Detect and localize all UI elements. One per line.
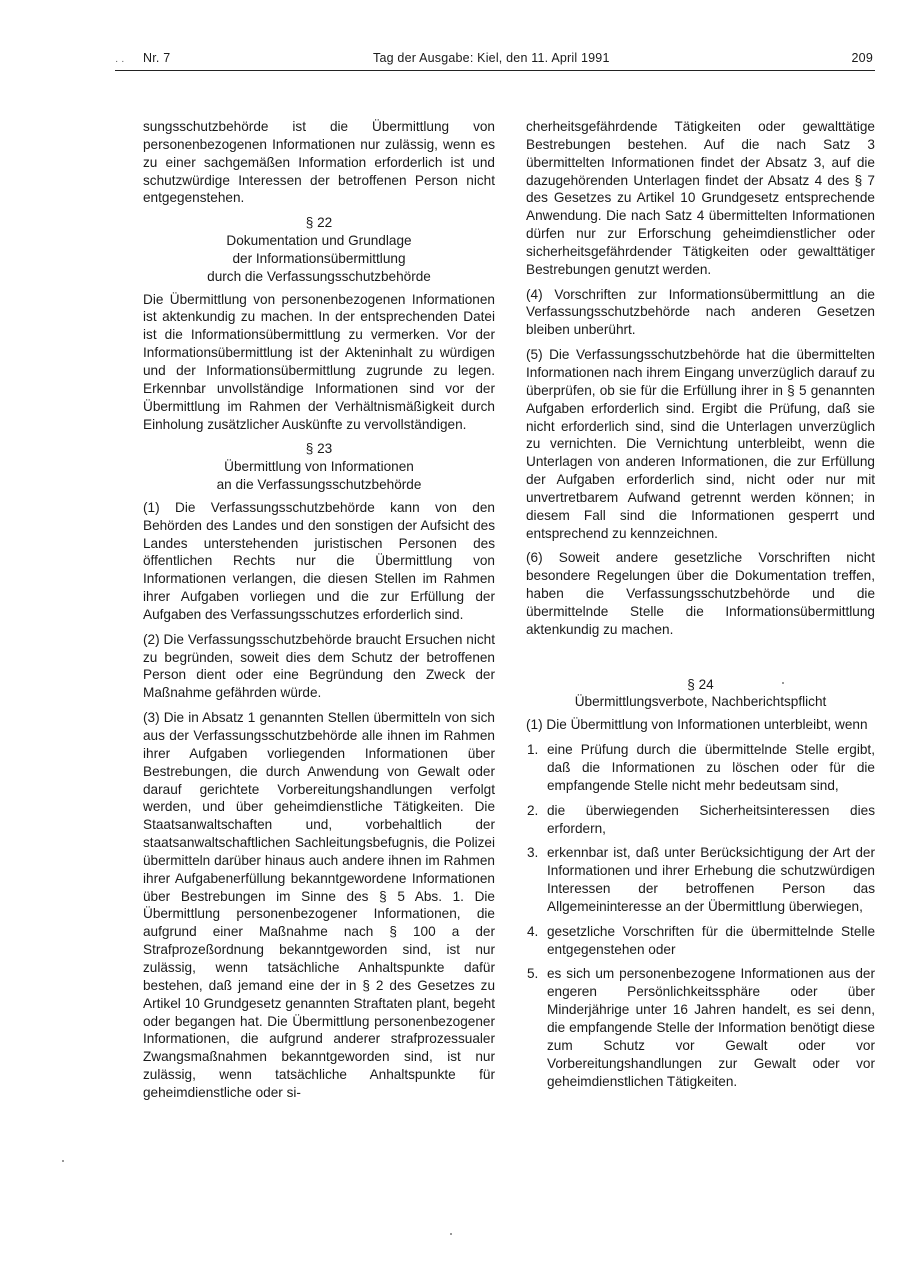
scan-speck bbox=[62, 1160, 64, 1162]
scan-speck bbox=[782, 682, 784, 684]
section-23-paragraph-4: (4) Vorschriften zur Informationsübermittlung an die Verfassungsschutzbehörde nach anderen Gesetzen bleiben unberührt. bbox=[526, 286, 875, 338]
section-23-paragraph-2: (2) Die Verfassungsschutzbehörde braucht Ersuchen nicht zu begründen, soweit dies dem Schutz der betroffenen Person dient oder eine Begründung den Zweck der Maßnahme gefährden würde. bbox=[143, 631, 495, 701]
list-item bbox=[526, 923, 875, 959]
intro-paragraph: sungsschutzbehörde ist die Übermittlung von personenbezogenen Informationen nur zulässig, wenn es zu einer sachgemäßen Information erforderlich ist und schutzwürdige Interessen der betroffenen Person nicht entgegenstehen. bbox=[143, 119, 495, 206]
section-23-paragraph-5: (5) Die Verfassungsschutzbehörde hat die übermittelten Informationen nach ihrem Eingang unverzüglich darauf zu überprüfen, ob sie für die Erfüllung ihrer in § 5 genannten Aufgaben erforderlich sind. Ergibt die Prüfung, daß sie nicht erforderlich sind, sind die Unterlagen unverzüglich zu vernichten. Die Vernichtung unterbleibt, wenn die Unterlagen von anderen Informationen, die zur Erfüllung der Aufgaben erforderlich sind, nicht oder nur mit unvertretbarem Aufwand getrennt werden können; in diesem Fall sind die Informationen gesperrt und entsprechend zu kennzeichnen. bbox=[526, 347, 875, 541]
section-24-intro: (1) Die Übermittlung von Informationen unterbleibt, wenn bbox=[526, 717, 868, 733]
section-23-title-line-1: Übermittlung von Informationen bbox=[224, 459, 414, 475]
scan-speck bbox=[450, 1233, 452, 1235]
section-23-paragraph-3-continued: cherheitsgefährdende Tätigkeiten oder gewalttätige Bestrebungen bestehen. Auf die nach Satz 3 übermittelten Informationen findet der Absatz 3, auf die dazugehörenden Unterlagen findet der Absatz 4 des § 7 des Gesetzes zu Artikel 10 Grundgesetz entsprechende Anwendung. Die nach Satz 4 übermittelten Informationen dürfen nur zur Erforschung geheimdienstlicher oder sicherheitsgefährdender Tätigkeiten oder gewalttätiger Bestrebungen genutzt werden. bbox=[526, 119, 875, 277]
list-item bbox=[526, 965, 875, 1090]
issue-number: Nr. 7 bbox=[143, 51, 171, 65]
section-22-title-line-2: der Informationsübermittlung bbox=[232, 250, 406, 266]
list-item-number: 2. bbox=[527, 802, 539, 818]
section-22-title-line-1: Dokumentation und Grundlage bbox=[226, 233, 412, 249]
page-header bbox=[115, 50, 875, 71]
list-item-text: es sich um personenbezogene Informationen aus der engeren Persönlichkeitssphäre oder über Minderjährige unter 16 Jahren handelt, es sei denn, die empfangende Stelle der Information benötigt diese zum Schutz vor Gewalt oder vor Vorbereitungshandlungen zur Gewalt oder vor geheimdienstlichen Tätigkeiten. bbox=[547, 966, 875, 1089]
page-number: 209 bbox=[851, 51, 873, 65]
section-22-title-line-3: durch die Verfassungsschutzbehörde bbox=[207, 268, 431, 284]
section-24-list bbox=[526, 741, 875, 1090]
list-item-number: 3. bbox=[527, 845, 539, 861]
list-item bbox=[526, 802, 875, 838]
list-item-text: erkennbar ist, daß unter Berücksichtigung der Art der Informationen und ihrer Erhebung die schutzwürdigen Interessen der betroffenen Person das Allgemeininteresse an der Übermittlung überwiegen, bbox=[547, 845, 875, 914]
list-item-number: 1. bbox=[527, 742, 539, 758]
section-22-text: Die Übermittlung von personenbezogenen Informationen ist aktenkundig zu machen. In der entsprechenden Datei ist die Informationsübermittlung zu vermerken. Vor der Informationsübermittlung ist der Akteninhalt zu würdigen und der Informationsübermittlung zugrunde zu legen. Erkennbar unvollständige Informationen sind vor der Übermittlung im Rahmen der Verhältnismäßigkeit durch Einholung zusätzlicher Auskünfte zu vervollständigen. bbox=[143, 291, 495, 432]
section-22-number: § 22 bbox=[305, 215, 333, 231]
list-item-number: 4. bbox=[527, 923, 539, 939]
section-spacer bbox=[526, 646, 875, 676]
list-item bbox=[526, 741, 875, 795]
section-23-paragraph-1: (1) Die Verfassungsschutzbehörde kann von den Behörden des Landes und den sonstigen der Aufsicht des Landes unterstehenden juristischen Personen des öffentlichen Rechts nur die Übermittlung von Informationen verlangen, die diesen Stellen im Rahmen ihrer Aufgaben vorliegen und die zur Erfüllung der Aufgaben des Verfassungsschutzes erforderlich sind. bbox=[143, 499, 495, 622]
right-column bbox=[526, 118, 875, 1097]
list-item bbox=[526, 844, 875, 915]
scan-mark: · · bbox=[115, 56, 125, 67]
list-item-text: die überwiegenden Sicherheitsinteressen dies erfordern, bbox=[547, 802, 875, 836]
section-23-title-line-2: an die Verfassungsschutzbehörde bbox=[216, 477, 422, 493]
section-23-paragraph-3: (3) Die in Absatz 1 genannten Stellen übermitteln von sich aus der Verfassungsschutzbehörde alle ihnen im Rahmen ihrer Aufgaben vorliegenden Informationen über Bestrebungen, die durch Anwendung von Gewalt oder darauf gerichtete Vorbereitungshandlungen verfolgt werden, und über geheimdienstliche Tätigkeiten. Die Staatsanwaltschaften und, vorbehaltlich der staatsanwaltschaftlichen Sachleitungsbefugnis, die Polizei übermitteln darüber hinaus auch andere ihnen im Rahmen ihrer Aufgabenerfüllung bekanntgewordene Informationen über Bestrebungen im Sinne des § 5 Abs. 1. Die Übermittlung personenbezogener Informationen, die aufgrund einer Maßnahme nach § 100 a der Strafprozeßordnung bekanntgeworden sind, ist nur zulässig, wenn tatsächliche Anhaltspunkte dafür bestehen, daß jemand eine der in § 2 des Gesetzes zu Artikel 10 Grundgesetz genannten Straftaten plant, begeht oder begangen hat. Die Übermittlung personenbezogener Informationen, die aufgrund anderer strafprozessualer Zwangsmaßnahmen bekanntgeworden sind, ist nur zulässig, wenn tatsächliche Anhaltspunkte für geheimdienstliche oder si- bbox=[143, 710, 495, 1100]
section-23-number: § 23 bbox=[305, 441, 333, 457]
section-24-number: § 24 bbox=[687, 676, 714, 692]
list-item-number: 5. bbox=[527, 966, 539, 982]
section-23-paragraph-6: (6) Soweit andere gesetzliche Vorschriften nicht besondere Regelungen über die Dokumentation treffen, haben die Verfassungsschutzbehörde und die übermittelnde Stelle die Informationsübermittlung aktenkundig zu machen. bbox=[526, 550, 875, 637]
list-item-text: eine Prüfung durch die übermittelnde Stelle ergibt, daß die Informationen zu löschen oder für die empfangende Stelle nicht mehr bedeutsam sind, bbox=[547, 742, 875, 793]
list-item-text: gesetzliche Vorschriften für die übermittelnde Stelle entgegenstehen oder bbox=[547, 923, 875, 957]
issue-date-line: Tag der Ausgabe: Kiel, den 11. April 1991 bbox=[373, 51, 610, 65]
left-column bbox=[143, 118, 495, 1109]
section-24-title: Übermittlungsverbote, Nachberichtspflicht bbox=[574, 694, 827, 710]
